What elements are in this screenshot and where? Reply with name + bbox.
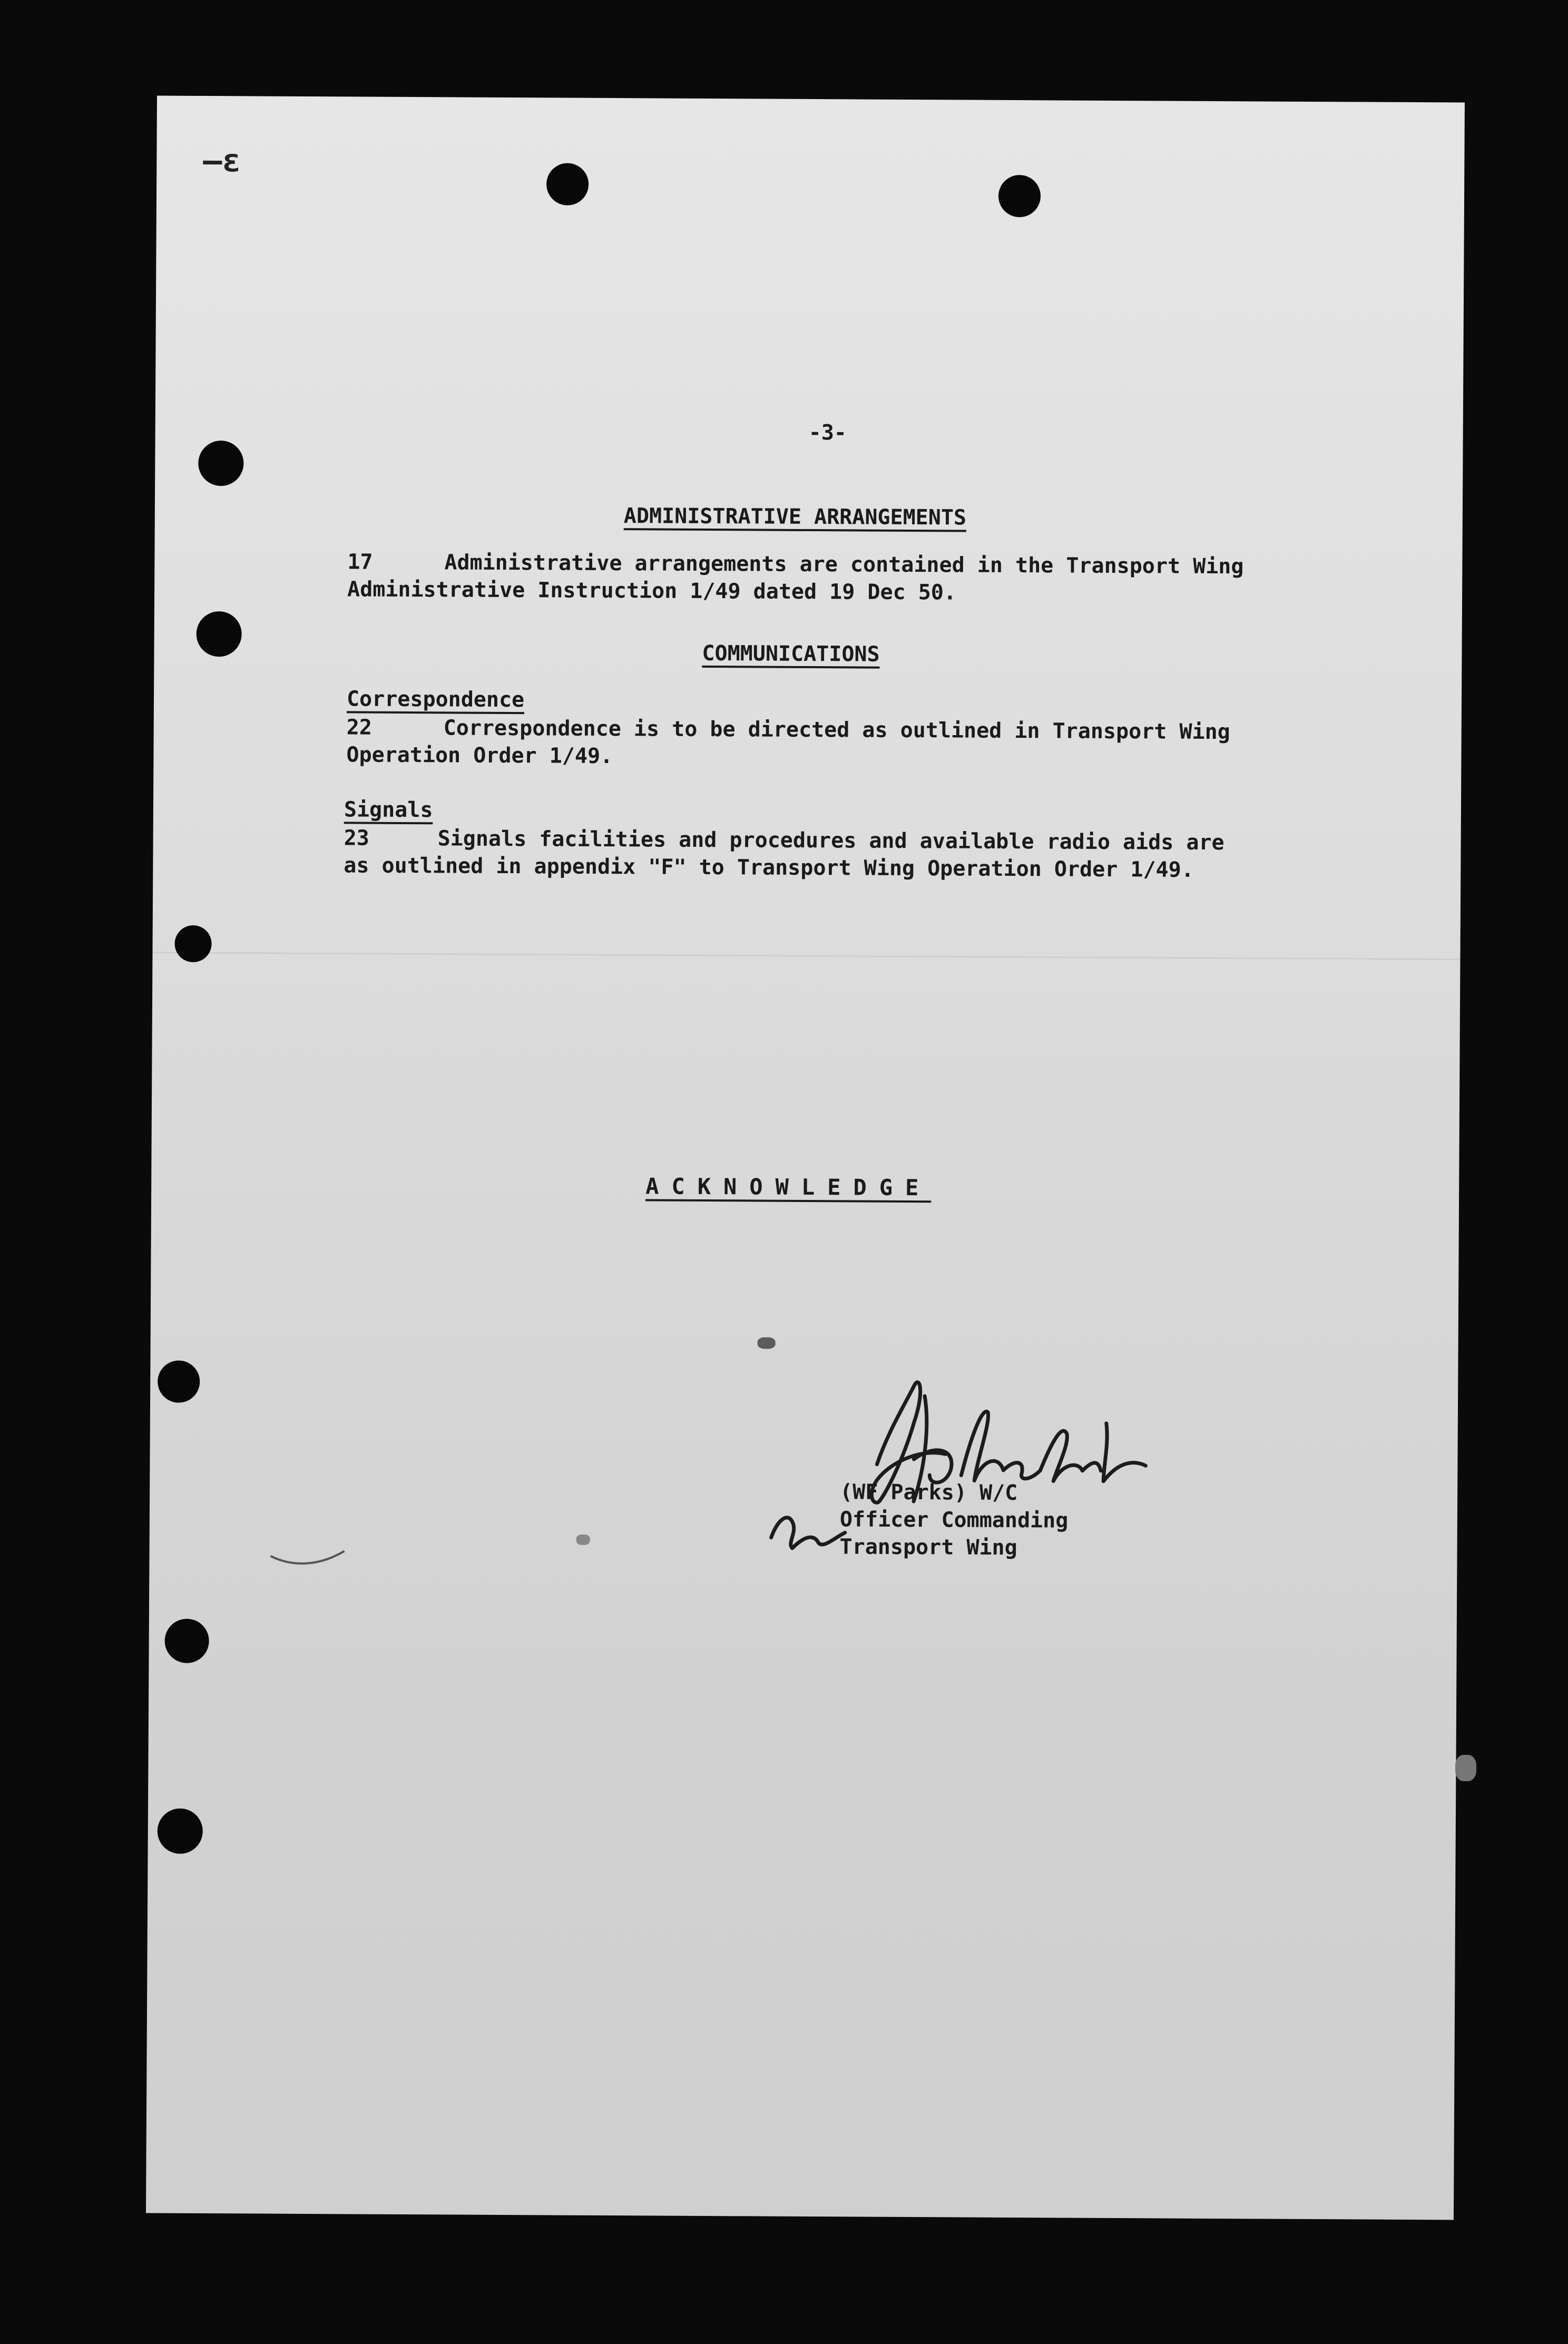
corner-mark: —ε xyxy=(203,142,241,180)
admin-para-number: 17 xyxy=(347,550,373,574)
punch-hole xyxy=(198,441,243,486)
punch-hole xyxy=(546,163,589,205)
admin-heading: ADMINISTRATIVE ARRANGEMENTS xyxy=(623,504,967,530)
punch-hole xyxy=(174,925,211,962)
correspondence-line2: Operation Order 1/49. xyxy=(346,743,613,769)
fold-line xyxy=(152,952,1460,960)
admin-para-line1: Administrative arrangements are contained in the Transport Wing xyxy=(444,550,1244,579)
punch-hole xyxy=(164,1619,209,1663)
acknowledge-heading: ACKNOWLEDGE xyxy=(645,1173,932,1201)
signals-subheading: Signals xyxy=(344,797,433,823)
admin-para-line2: Administrative Instruction 1/49 dated 19 Dec 50. xyxy=(347,577,957,605)
punch-hole xyxy=(158,1809,203,1854)
signatory-unit: Transport Wing xyxy=(839,1535,1017,1560)
correspondence-para-number: 22 xyxy=(346,715,373,740)
signals-line2: as outlined in appendix "F" to Transport Wing Operation Order 1/49. xyxy=(344,853,1194,882)
signatory-title: Officer Commanding xyxy=(839,1507,1069,1533)
signals-line1: Signals facilities and procedures and available radio aids are xyxy=(437,826,1224,855)
signals-para-number: 23 xyxy=(344,826,369,851)
punch-hole xyxy=(158,1361,200,1403)
page-number: -3- xyxy=(808,420,847,445)
correspondence-line1: Correspondence is to be directed as outlined in Transport Wing xyxy=(443,716,1230,745)
document-page xyxy=(146,96,1465,2220)
communications-heading: COMMUNICATIONS xyxy=(702,641,880,667)
signatory-name: (WF Parks) W/C xyxy=(840,1480,1018,1506)
punch-hole xyxy=(196,611,241,657)
ink-smudge xyxy=(758,1337,776,1349)
ink-smudge xyxy=(576,1535,590,1545)
correspondence-subheading: Correspondence xyxy=(346,687,525,712)
punch-hole xyxy=(998,175,1041,217)
film-edge-mark xyxy=(1455,1755,1476,1781)
pencil-mark xyxy=(265,1540,349,1573)
